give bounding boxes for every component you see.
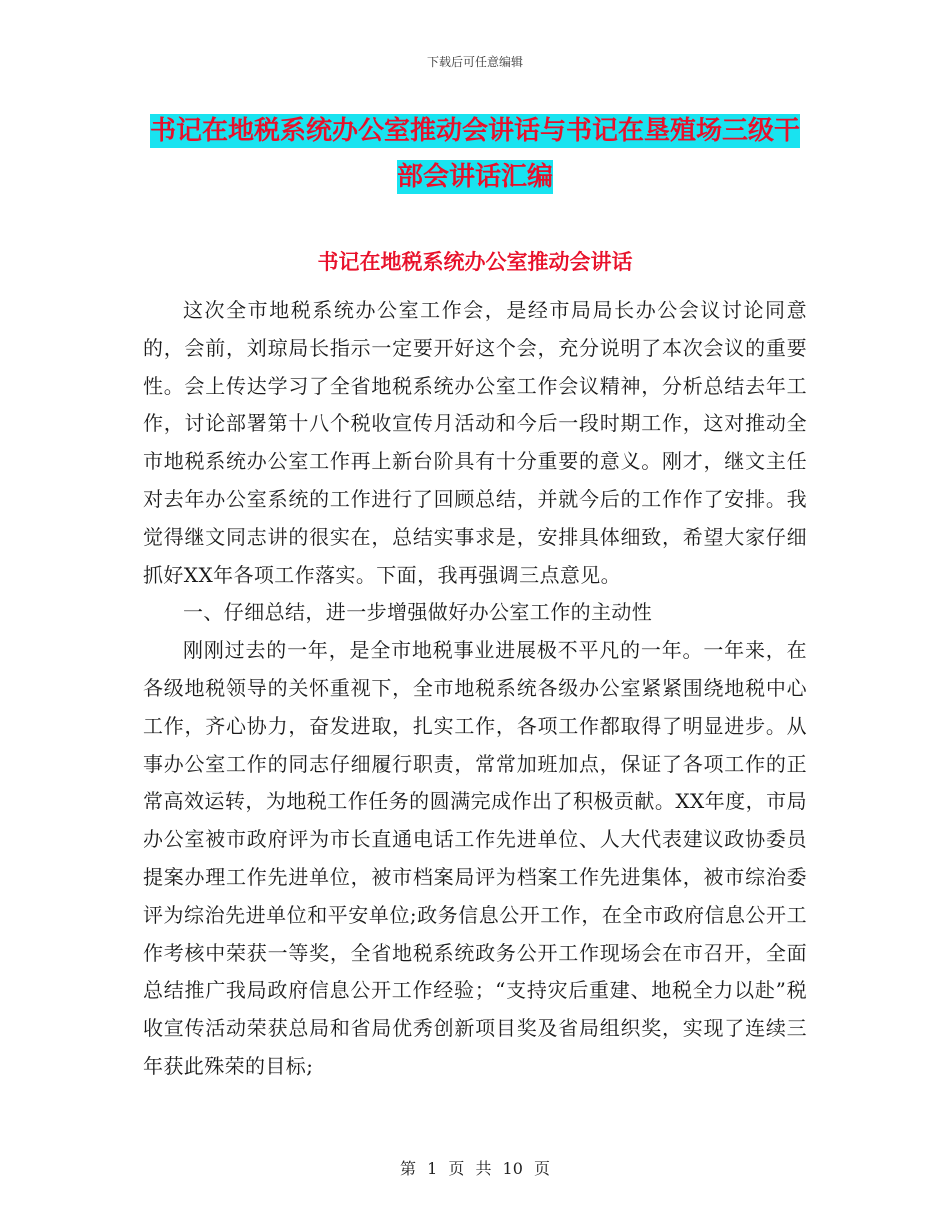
- document-title-text: 书记在地税系统办公室推动会讲话与书记在垦殖场三级干部会讲话汇编: [150, 116, 801, 192]
- header-note: 下载后可任意编辑: [426, 55, 523, 69]
- section-title: 书记在地税系统办公室推动会讲话: [317, 250, 633, 274]
- document-body: [143, 292, 807, 1086]
- paragraph-intro: 这次全市地税系统办公室工作会，是经市局局长办公会议讨论同意的，会前，刘琼局长指示一定要开好这个会，充分说明了本次会议的重要性。会上传达学习了全省地税系统办公室工作会议精神，分析总结去年工作，讨论部署第十八个税收宣传月活动和今后一段时期工作，这对推动全市地税系统办公室工作再上新台阶具有十分重要的意义。刚才，继文主任对去年办公室系统的工作进行了回顾总结，并就今后的工作作了安排。我觉得继文同志讲的很实在，总结实事求是，安排具体细致，希望大家仔细抓好XX年各项工作落实。下面，我再强调三点意见。: [143, 298, 807, 587]
- paragraph-review: 刚刚过去的一年，是全市地税事业进展极不平凡的一年。一年来，在各级地税领导的关怀重视下，全市地税系统各级办公室紧紧围绕地税中心工作，齐心协力，奋发进取，扎实工作，各项工作都取得了明显进步。从事办公室工作的同志仔细履行职责，常常加班加点，保证了各项工作的正常高效运转，为地税工作任务的圆满完成作出了积极贡献。XX年度，市局办公室被市政府评为市长直通电话工作先进单位、人大代表建议政协委员提案办理工作先进单位，被市档案局评为档案工作先进集体，被市综治委评为综治先进单位和平安单位;政务信息公开工作，在全市政府信息公开工作考核中荣获一等奖，全省地税系统政务公开工作现场会在市召开，全面总结推广我局政府信息公开工作经验；“支持灾后重建、地税全力以赴”税收宣传活动荣获总局和省局优秀创新项目奖及省局组织奖，实现了连续三年获此殊荣的目标;: [143, 638, 807, 1078]
- page-footer: 第 1 页 共 10 页: [400, 1159, 550, 1178]
- document-title: [150, 108, 800, 200]
- paragraph-heading-one: 一、仔细总结，进一步增强做好办公室工作的主动性: [183, 600, 653, 625]
